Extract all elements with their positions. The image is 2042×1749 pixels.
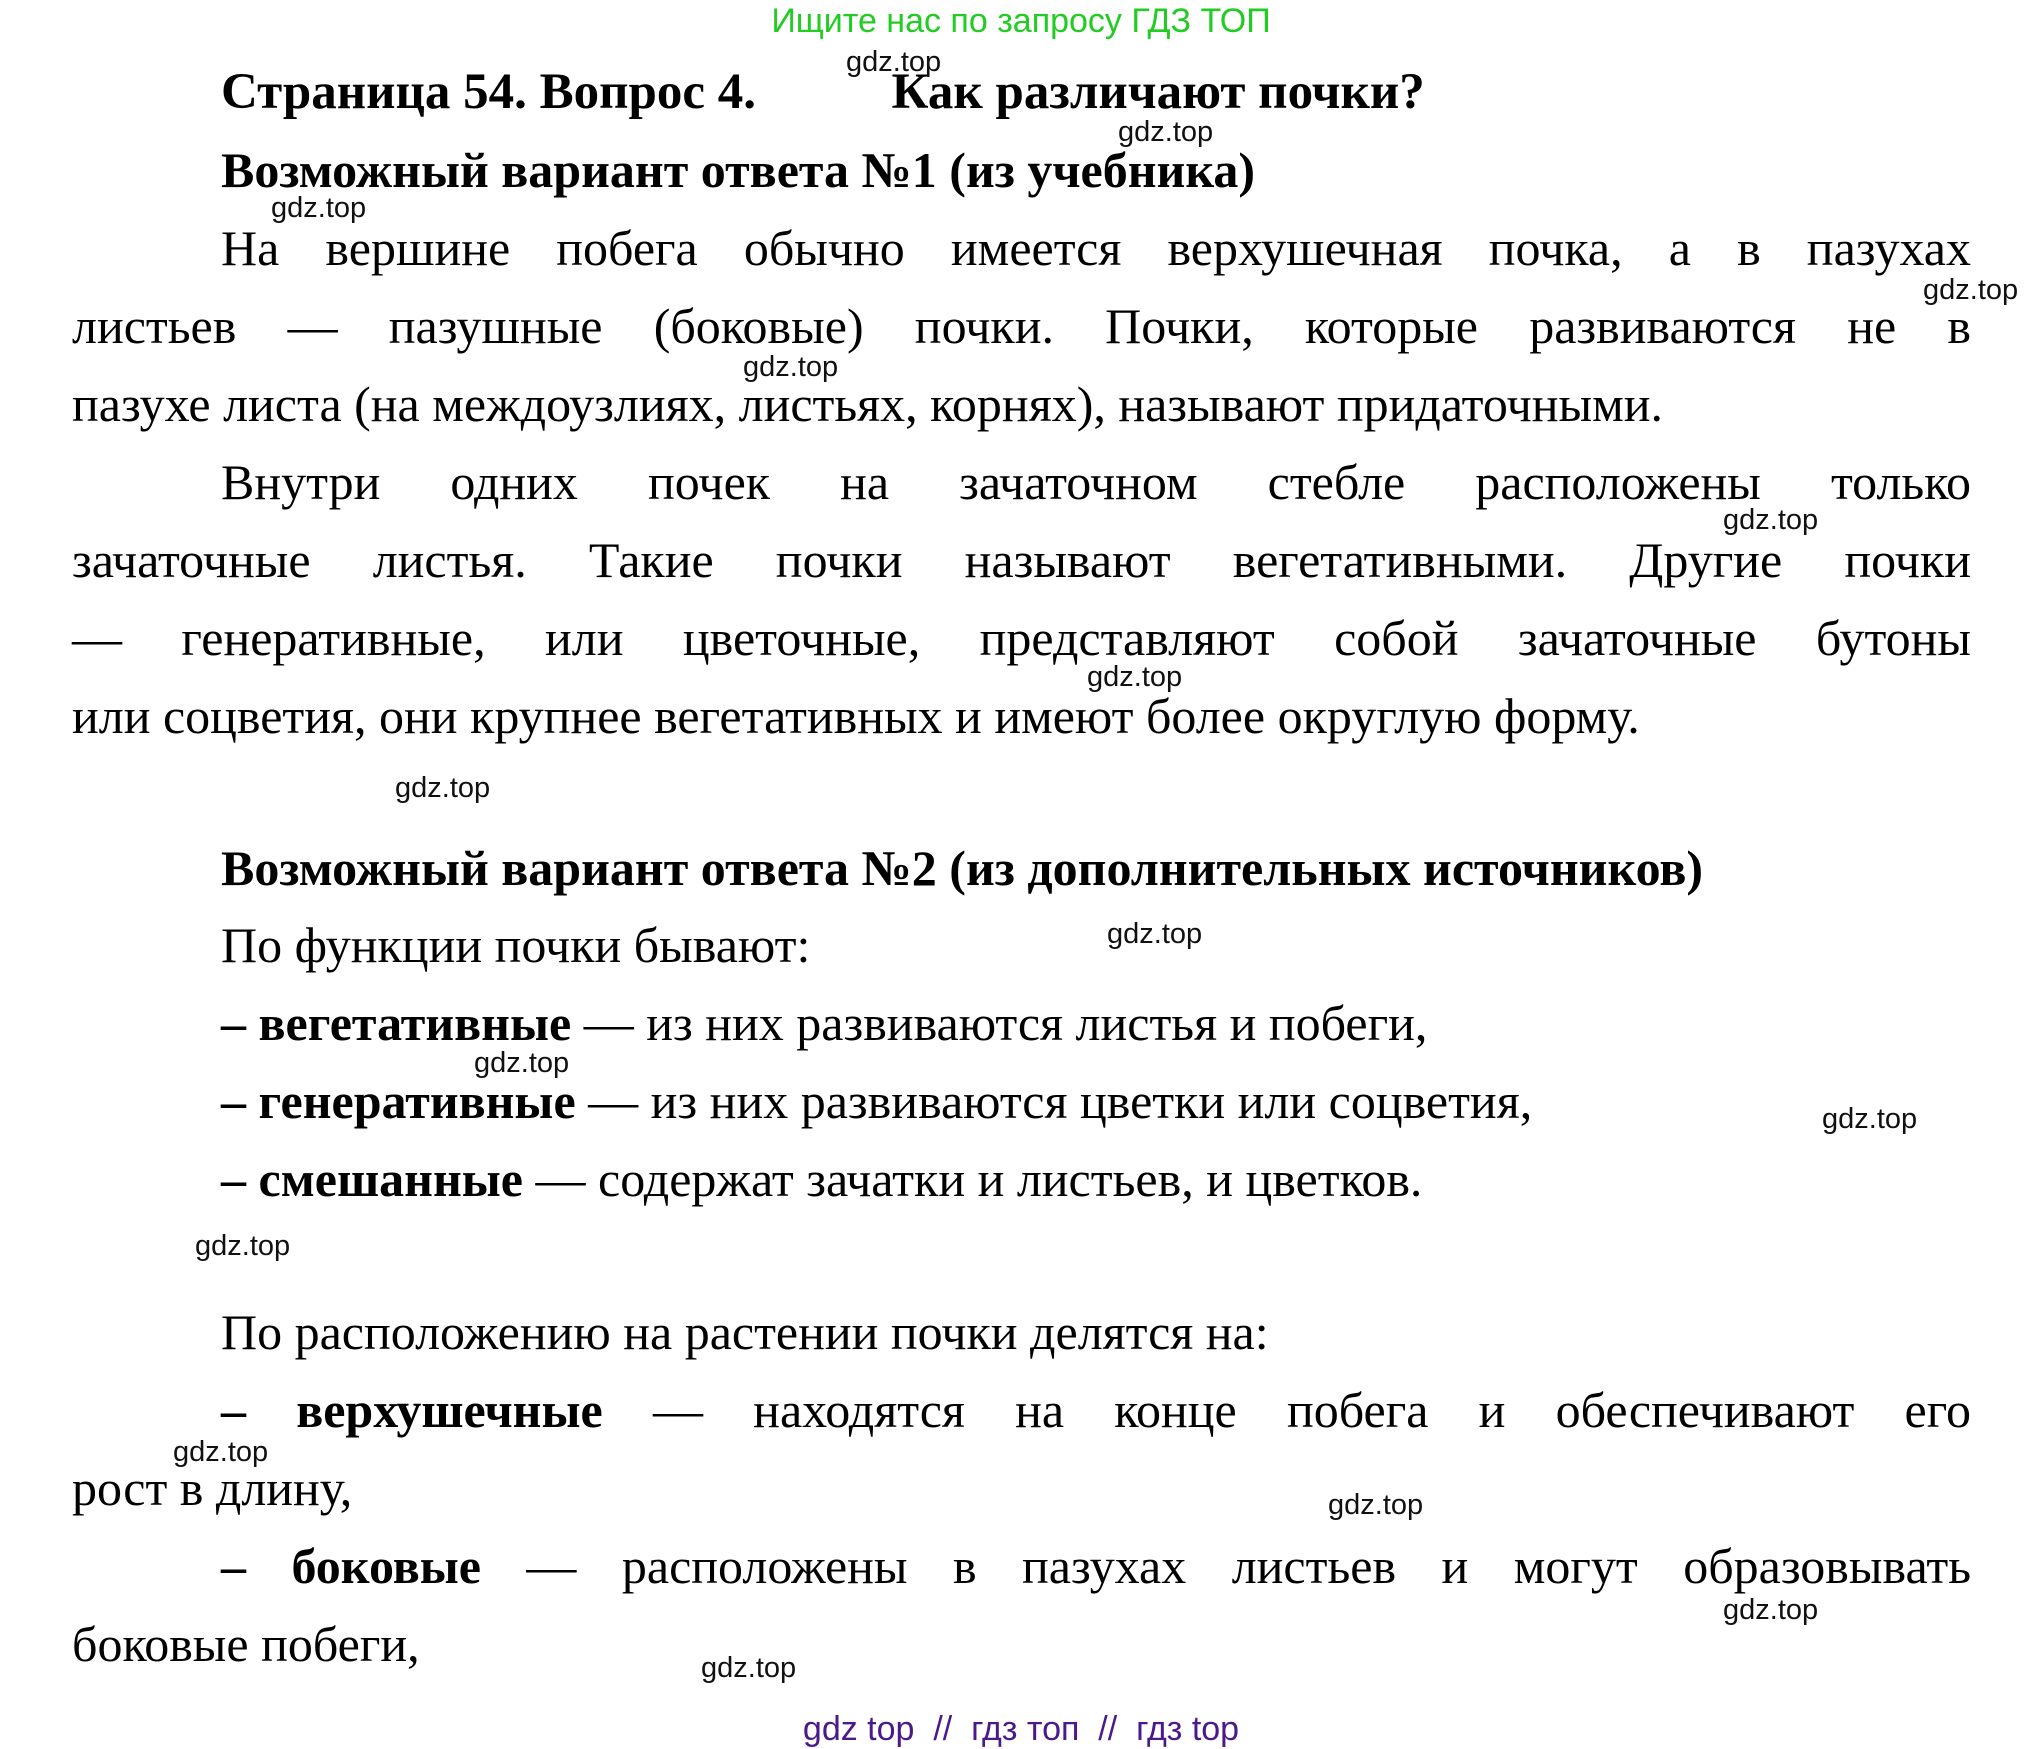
function-item: [221, 993, 2042, 1053]
position-intro: По расположению на растении почки делятся на:: [221, 1304, 1269, 1360]
answer1-line: — генеративные, или цветочные, представляют собой зачаточные бутоны: [72, 610, 1971, 666]
watermark: gdz.top: [1723, 504, 1819, 536]
function-item: [221, 1071, 2042, 1131]
watermark: gdz.top: [1118, 116, 1214, 148]
title-question: Как различают почки?: [891, 64, 1425, 120]
position-item: [221, 1536, 1971, 1596]
watermark: gdz.top: [1328, 1489, 1424, 1521]
term: – верхушечные: [221, 1382, 603, 1438]
top-ad-link[interactable]: Ищите нас по запросу ГДЗ ТОП: [771, 2, 1271, 40]
watermark: gdz.top: [474, 1047, 570, 1079]
function-intro: По функции почки бывают:: [221, 917, 811, 973]
answer1-heading: Возможный вариант ответа №1 (из учебника): [221, 142, 1256, 198]
desc: — из них развиваются листья и побеги,: [571, 995, 1428, 1051]
function-item: [221, 1149, 2042, 1209]
title-prefix: Страница 54. Вопрос 4.: [221, 64, 757, 120]
desc: — расположены в пазухах листьев и могут образовывать: [480, 1538, 1971, 1594]
watermark: gdz.top: [395, 772, 491, 804]
answer1-line: листьев — пазушные (боковые) почки. Почки, которые развиваются не в: [72, 298, 1971, 354]
position-item-cont: рост в длину,: [72, 1460, 353, 1516]
answer1-line: или соцветия, они крупнее вегетативных и имеют более округлую форму.: [72, 688, 1640, 744]
desc: — находятся на конце побега и обеспечивают его: [602, 1382, 1971, 1438]
watermark: gdz.top: [1923, 274, 2019, 306]
answer1-line: На вершине побега обычно имеется верхушечная почка, а в пазухах: [221, 220, 1971, 276]
watermark: gdz.top: [1087, 661, 1183, 693]
watermark: gdz.top: [173, 1436, 269, 1468]
footer-links[interactable]: gdz top // гдз топ // гдз top: [802, 1710, 1240, 1748]
desc: — содержат зачатки и листьев, и цветков.: [523, 1151, 1423, 1207]
watermark: gdz.top: [1822, 1103, 1918, 1135]
term: – генеративные: [221, 1073, 576, 1129]
answer2-heading: Возможный вариант ответа №2 (из дополнительных источников): [221, 840, 1704, 896]
position-item: [221, 1380, 1971, 1440]
watermark: gdz.top: [846, 46, 942, 78]
watermark: gdz.top: [743, 351, 839, 383]
page-title: [221, 62, 2042, 122]
answer1-line: зачаточные листья. Такие почки называют вегетативными. Другие почки: [72, 532, 1971, 588]
watermark: gdz.top: [701, 1652, 797, 1684]
watermark: gdz.top: [195, 1230, 291, 1262]
watermark: gdz.top: [1723, 1594, 1819, 1626]
desc: — из них развиваются цветки или соцветия,: [575, 1073, 1533, 1129]
watermark: gdz.top: [1107, 918, 1203, 950]
term: – вегетативные: [221, 995, 572, 1051]
watermark: gdz.top: [271, 192, 367, 224]
answer1-line: Внутри одних почек на зачаточном стебле расположены только: [221, 454, 1971, 510]
answer1-line: пазухе листа (на междоузлиях, листьях, корнях), называют придаточными.: [72, 376, 1663, 432]
position-item-cont: боковые побеги,: [72, 1616, 420, 1672]
term: – боковые: [221, 1538, 481, 1594]
term: – смешанные: [221, 1151, 524, 1207]
